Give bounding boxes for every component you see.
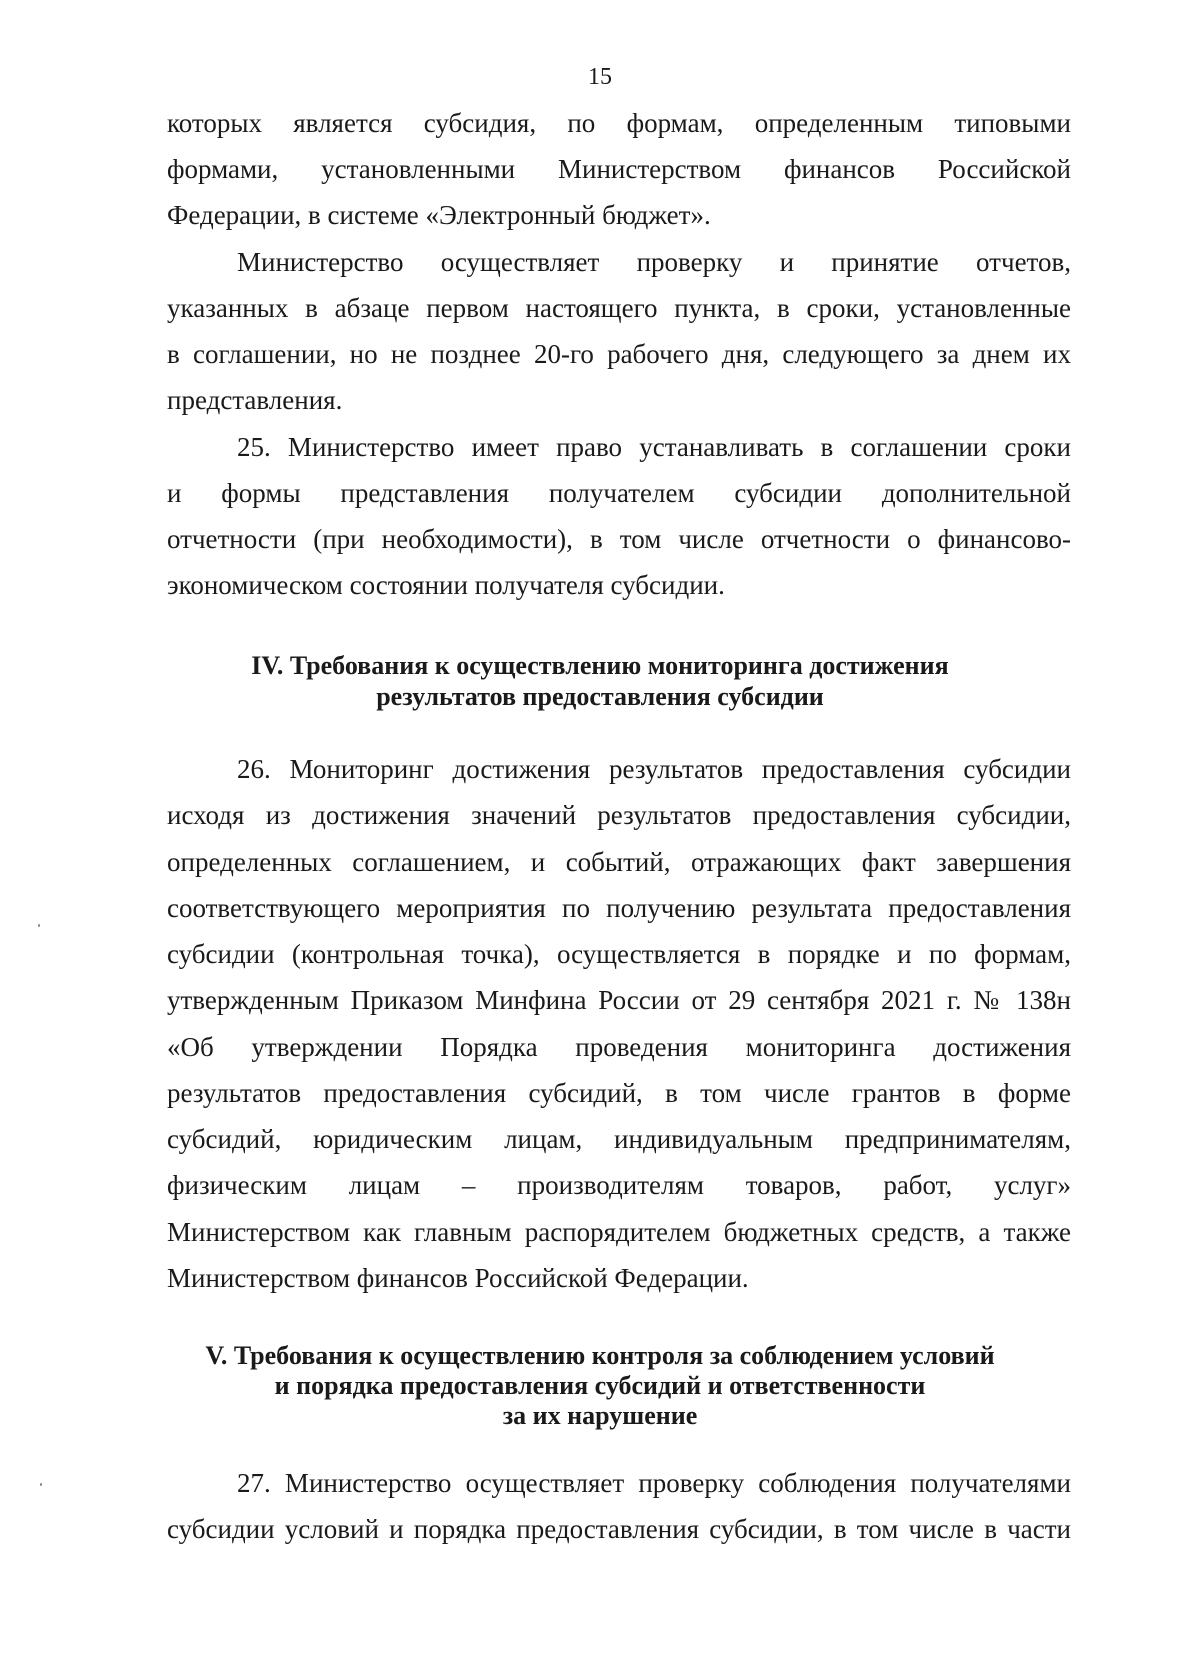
text-line: Министерством как главным распорядителем бюджетных средств, а также (167, 1217, 1071, 1247)
text-line: представления. (167, 385, 343, 415)
text-line: формами, установленными Министерством финансов Российской (167, 154, 1071, 184)
text-line: определенных соглашением, и событий, отражающих факт завершения (167, 847, 1071, 877)
scan-speck (40, 1483, 42, 1486)
scan-speck (38, 924, 40, 927)
text-line: Министерство осуществляет проверку и принятие отчетов, (237, 247, 1071, 277)
section-heading: результатов предоставления субсидии (376, 682, 824, 711)
text-line: субсидии (контрольная точка), осуществляется в порядке и по формам, (167, 939, 1071, 969)
text-line: 25. Министерство имеет право устанавливать в соглашении сроки (237, 432, 1071, 462)
text-line: соответствующего мероприятия по получению результата предоставления (167, 893, 1071, 923)
text-line: отчетности (при необходимости), в том числе отчетности о финансово- (167, 524, 1071, 554)
text-line: и формы представления получателем субсидии дополнительной (167, 478, 1071, 508)
text-line: субсидий, юридическим лицам, индивидуальным предпринимателям, (167, 1124, 1071, 1154)
text-line: субсидии условий и порядка предоставления субсидии, в том числе в части (167, 1514, 1071, 1544)
section-heading: и порядка предоставления субсидий и ответственности (274, 1371, 926, 1400)
section-heading: за их нарушение (502, 1401, 698, 1430)
text-line: 26. Мониторинг достижения результатов предоставления субсидии (237, 754, 1071, 784)
text-line: указанных в абзаце первом настоящего пункта, в сроки, установленные (167, 293, 1071, 323)
text-line: Федерации, в системе «Электронный бюджет». (167, 200, 711, 230)
page-number: 15 (588, 64, 612, 90)
section-heading: V. Требования к осуществлению контроля за соблюдением условий (205, 1341, 995, 1370)
text-line: утвержденным Приказом Минфина России от 29 сентября 2021 г. № 138н (167, 985, 1071, 1015)
section-heading: IV. Требования к осуществлению мониторинга достижения (251, 651, 949, 680)
text-line: исходя из достижения значений результатов предоставления субсидии, (167, 800, 1071, 830)
text-line: в соглашении, но не позднее 20-го рабочего дня, следующего за днем их (167, 339, 1071, 369)
text-line: экономическом состоянии получателя субсидии. (167, 570, 725, 600)
text-line: физическим лицам – производителям товаров, работ, услуг» (167, 1170, 1071, 1200)
text-line: Министерством финансов Российской Федерации. (167, 1263, 749, 1293)
text-line: 27. Министерство осуществляет проверку соблюдения получателями (237, 1468, 1071, 1498)
text-line: «Об утверждении Порядка проведения мониторинга достижения (167, 1032, 1071, 1062)
text-line: результатов предоставления субсидий, в том числе грантов в форме (167, 1078, 1071, 1108)
text-line: которых является субсидия, по формам, определенным типовыми (167, 108, 1071, 138)
